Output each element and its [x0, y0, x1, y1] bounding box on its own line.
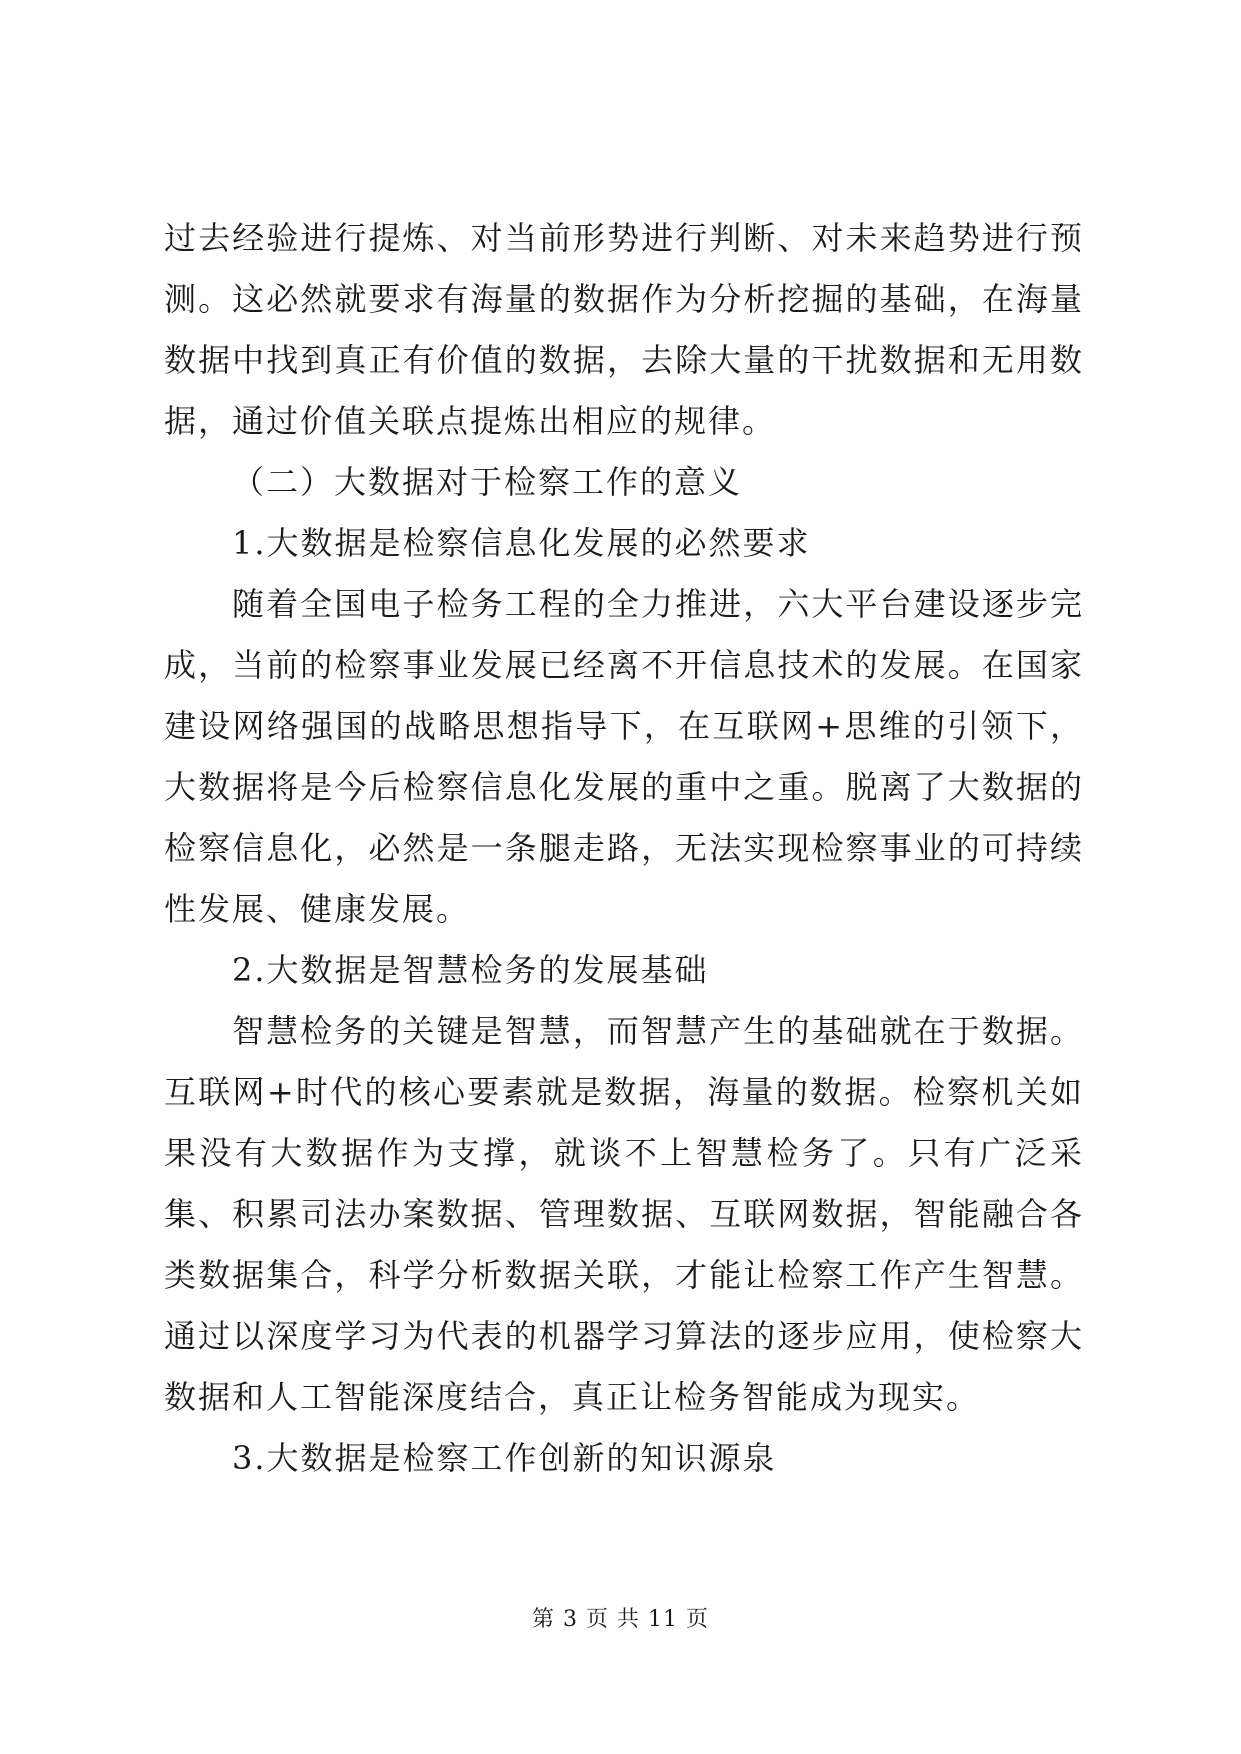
paragraph-informatization: 随着全国电子检务工程的全力推进，六大平台建设逐步完成，当前的检察事业发展已经离不开信息技术的发展。在国家建设网络强国的战略思想指导下，在互联网+思维的引领下，大数据将是今后检察信息化发展的重中之重。脱离了大数据的检察信息化，必然是一条腿走路，无法实现检察事业的可持续性发展、健康发展。 [164, 585, 1084, 928]
section-heading-2: （二）大数据对于检察工作的意义 [232, 463, 743, 501]
subsection-heading-3: 3.大数据是检察工作创新的知识源泉 [232, 1439, 777, 1477]
subsection-heading-2: 2.大数据是智慧检务的发展基础 [232, 951, 709, 989]
document-body [164, 208, 1084, 1489]
subsection-heading-1: 1.大数据是检察信息化发展的必然要求 [232, 524, 811, 562]
page-number-footer: 第 3 页 共 11 页 [532, 1607, 709, 1632]
paragraph-smart-procuratorate: 智慧检务的关键是智慧，而智慧产生的基础就在于数据。互联网+时代的核心要素就是数据，海量的数据。检察机关如果没有大数据作为支撑，就谈不上智慧检务了。只有广泛采集、积累司法办案数据、管理数据、互联网数据，智能融合各类数据集合，科学分析数据关联，才能让检察工作产生智慧。通过以深度学习为代表的机器学习算法的逐步应用，使检察大数据和人工智能深度结合，真正让检务智能成为现实。 [164, 1012, 1084, 1416]
paragraph-continued: 过去经验进行提炼、对当前形势进行判断、对未来趋势进行预测。这必然就要求有海量的数据作为分析挖掘的基础，在海量数据中找到真正有价值的数据，去除大量的干扰数据和无用数据，通过价值关联点提炼出相应的规律。 [164, 219, 1084, 440]
